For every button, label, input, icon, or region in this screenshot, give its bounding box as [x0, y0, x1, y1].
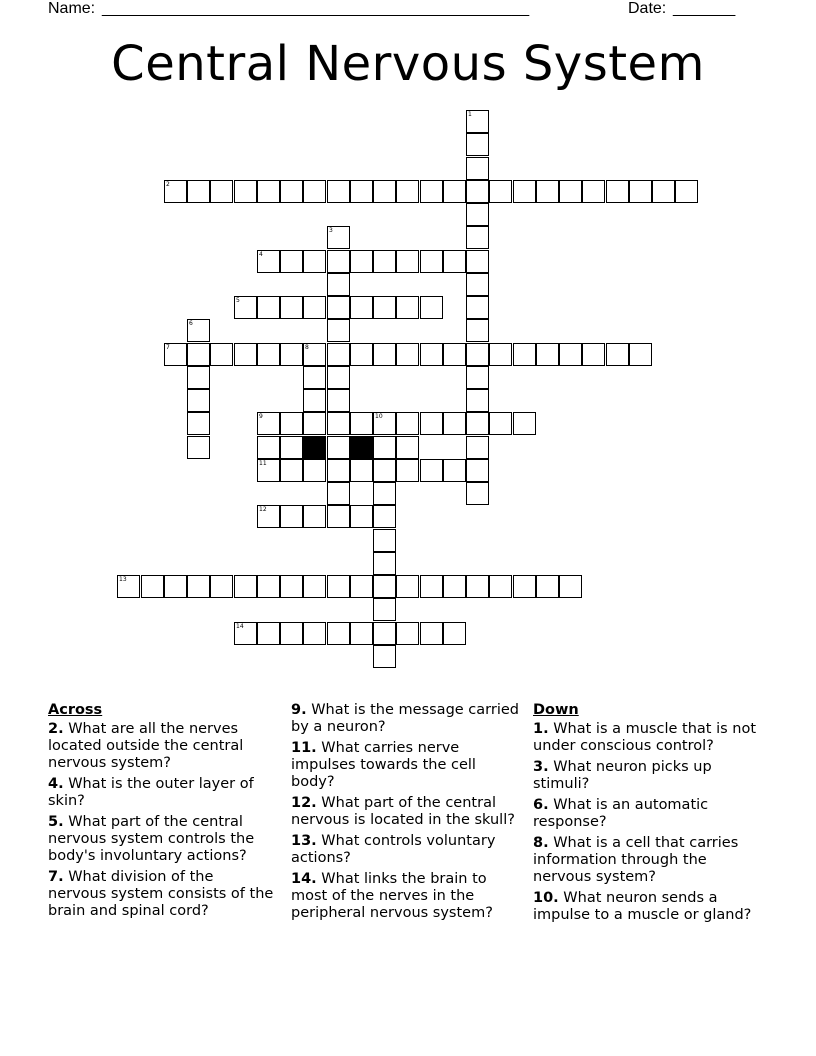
- grid-cell[interactable]: [187, 436, 210, 459]
- grid-cell[interactable]: [489, 575, 512, 598]
- clue-number: 4.: [48, 776, 64, 792]
- grid-cell[interactable]: [303, 412, 326, 435]
- grid-cell[interactable]: [443, 459, 466, 482]
- grid-cell[interactable]: [420, 459, 443, 482]
- grid-cell[interactable]: [350, 459, 373, 482]
- clue-across-14: [291, 871, 519, 922]
- grid-cell[interactable]: [420, 250, 443, 273]
- grid-cell[interactable]: [373, 622, 396, 645]
- grid-block-cell: [303, 436, 326, 459]
- grid-cell[interactable]: [327, 180, 350, 203]
- grid-cell[interactable]: [373, 598, 396, 621]
- clue-text: What is a muscle that is not under conscious control?: [533, 721, 757, 754]
- grid-cell[interactable]: [582, 180, 605, 203]
- across-clues-column-1: [48, 702, 276, 924]
- down-heading: Down: [533, 702, 579, 718]
- grid-cell[interactable]: [466, 575, 489, 598]
- clue-number: 6.: [533, 797, 549, 813]
- grid-cell[interactable]: [489, 343, 512, 366]
- grid-cell[interactable]: [280, 412, 303, 435]
- grid-cell[interactable]: [327, 366, 350, 389]
- grid-cell[interactable]: [466, 180, 489, 203]
- grid-cell[interactable]: [164, 180, 187, 203]
- grid-cell[interactable]: [466, 296, 489, 319]
- grid-cell[interactable]: [327, 343, 350, 366]
- grid-cell[interactable]: [164, 343, 187, 366]
- grid-cell[interactable]: [652, 180, 675, 203]
- grid-cell[interactable]: [466, 110, 489, 133]
- grid-cell[interactable]: [420, 343, 443, 366]
- grid-cell[interactable]: [443, 250, 466, 273]
- grid-cell[interactable]: [420, 296, 443, 319]
- grid-clue-number: 13: [119, 576, 127, 583]
- clue-across-11: [291, 740, 519, 791]
- grid-cell[interactable]: [280, 622, 303, 645]
- date-label: Date:: [628, 0, 667, 17]
- grid-cell[interactable]: [280, 575, 303, 598]
- grid-cell[interactable]: [420, 622, 443, 645]
- clue-text: What neuron picks up stimuli?: [533, 759, 712, 792]
- grid-cell[interactable]: [559, 343, 582, 366]
- grid-cell[interactable]: [513, 180, 536, 203]
- grid-cell[interactable]: [466, 226, 489, 249]
- grid-cell[interactable]: [257, 459, 280, 482]
- grid-clue-number: 4: [259, 251, 263, 258]
- grid-cell[interactable]: [396, 296, 419, 319]
- clue-down-8: [533, 835, 761, 886]
- grid-cell[interactable]: [280, 296, 303, 319]
- grid-cell[interactable]: [327, 505, 350, 528]
- grid-cell[interactable]: [257, 622, 280, 645]
- grid-cell[interactable]: [187, 412, 210, 435]
- grid-cell[interactable]: [396, 250, 419, 273]
- grid-cell[interactable]: [606, 180, 629, 203]
- grid-cell[interactable]: [606, 343, 629, 366]
- grid-cell[interactable]: [350, 250, 373, 273]
- clue-text: What neuron sends a impulse to a muscle or gland?: [533, 890, 752, 923]
- grid-clue-number: 3: [329, 227, 333, 234]
- grid-cell[interactable]: [257, 412, 280, 435]
- grid-cell[interactable]: [234, 575, 257, 598]
- grid-cell[interactable]: [303, 343, 326, 366]
- clue-across-2: [48, 721, 276, 772]
- name-label: Name:: [48, 0, 96, 17]
- grid-clue-number: 10: [375, 413, 383, 420]
- grid-cell[interactable]: [280, 459, 303, 482]
- clue-text: What part of the central nervous is located in the skull?: [291, 795, 515, 828]
- across-heading: Across: [48, 702, 103, 718]
- clue-number: 1.: [533, 721, 549, 737]
- page-title: Central Nervous System: [111, 36, 705, 92]
- grid-cell[interactable]: [373, 459, 396, 482]
- grid-cell[interactable]: [373, 296, 396, 319]
- clue-number: 10.: [533, 890, 559, 906]
- grid-clue-number: 1: [468, 111, 472, 118]
- grid-cell[interactable]: [396, 343, 419, 366]
- clue-number: 2.: [48, 721, 64, 737]
- grid-clue-number: 12: [259, 506, 267, 513]
- grid-cell[interactable]: [396, 459, 419, 482]
- grid-cell[interactable]: [303, 622, 326, 645]
- grid-cell[interactable]: [373, 436, 396, 459]
- grid-cell[interactable]: [303, 366, 326, 389]
- grid-clue-number: 9: [259, 413, 263, 420]
- grid-cell[interactable]: [396, 180, 419, 203]
- grid-clue-number: 2: [166, 181, 170, 188]
- grid-cell[interactable]: [629, 180, 652, 203]
- grid-cell[interactable]: [327, 389, 350, 412]
- grid-cell[interactable]: [350, 622, 373, 645]
- clue-text: What are all the nerves located outside the central nervous system?: [48, 721, 244, 771]
- clue-number: 8.: [533, 835, 549, 851]
- clue-text: What is the message carried by a neuron?: [291, 702, 519, 735]
- grid-cell[interactable]: [675, 180, 698, 203]
- grid-cell[interactable]: [373, 529, 396, 552]
- grid-cell[interactable]: [536, 575, 559, 598]
- name-field[interactable]: ________________________________________________: [102, 0, 530, 17]
- clue-across-13: [291, 833, 519, 867]
- grid-cell[interactable]: [559, 575, 582, 598]
- grid-cell[interactable]: [513, 412, 536, 435]
- clue-text: What is an automatic response?: [533, 797, 709, 830]
- grid-cell[interactable]: [466, 273, 489, 296]
- clue-across-4: [48, 776, 276, 810]
- grid-cell[interactable]: [257, 180, 280, 203]
- clue-across-9: [291, 702, 519, 736]
- grid-cell[interactable]: [280, 250, 303, 273]
- grid-cell[interactable]: [327, 296, 350, 319]
- grid-cell[interactable]: [443, 180, 466, 203]
- grid-cell[interactable]: [489, 180, 512, 203]
- grid-cell[interactable]: [559, 180, 582, 203]
- clue-text: What part of the central nervous system controls the body's involuntary actions?: [48, 814, 255, 864]
- grid-cell[interactable]: [187, 575, 210, 598]
- grid-cell[interactable]: [373, 343, 396, 366]
- clue-text: What controls voluntary actions?: [291, 833, 496, 866]
- grid-cell[interactable]: [396, 412, 419, 435]
- clue-number: 11.: [291, 740, 317, 756]
- clue-text: What links the brain to most of the nerves in the peripheral nervous system?: [291, 871, 493, 921]
- grid-cell[interactable]: [257, 436, 280, 459]
- clue-number: 14.: [291, 871, 317, 887]
- grid-cell[interactable]: [350, 575, 373, 598]
- grid-cell[interactable]: [536, 180, 559, 203]
- grid-cell[interactable]: [443, 575, 466, 598]
- clue-number: 5.: [48, 814, 64, 830]
- grid-cell[interactable]: [234, 622, 257, 645]
- grid-cell[interactable]: [373, 552, 396, 575]
- grid-cell[interactable]: [280, 436, 303, 459]
- grid-cell[interactable]: [466, 133, 489, 156]
- grid-cell[interactable]: [164, 575, 187, 598]
- grid-cell[interactable]: [234, 180, 257, 203]
- grid-cell[interactable]: [327, 436, 350, 459]
- grid-cell[interactable]: [234, 296, 257, 319]
- grid-cell[interactable]: [187, 389, 210, 412]
- grid-cell[interactable]: [303, 296, 326, 319]
- grid-cell[interactable]: [234, 343, 257, 366]
- grid-cell[interactable]: [466, 157, 489, 180]
- grid-cell[interactable]: [350, 343, 373, 366]
- grid-cell[interactable]: [210, 180, 233, 203]
- grid-cell[interactable]: [350, 296, 373, 319]
- grid-cell[interactable]: [466, 366, 489, 389]
- grid-cell[interactable]: [327, 412, 350, 435]
- grid-cell[interactable]: [210, 343, 233, 366]
- grid-cell[interactable]: [327, 575, 350, 598]
- clue-number: 7.: [48, 869, 64, 885]
- clue-number: 3.: [533, 759, 549, 775]
- grid-cell[interactable]: [466, 412, 489, 435]
- grid-cell[interactable]: [350, 180, 373, 203]
- grid-clue-number: 7: [166, 344, 170, 351]
- grid-cell[interactable]: [257, 250, 280, 273]
- clue-across-12: [291, 795, 519, 829]
- grid-cell[interactable]: [257, 296, 280, 319]
- grid-cell[interactable]: [513, 343, 536, 366]
- grid-cell[interactable]: [303, 575, 326, 598]
- grid-cell[interactable]: [466, 343, 489, 366]
- grid-cell[interactable]: [420, 412, 443, 435]
- grid-cell[interactable]: [327, 622, 350, 645]
- grid-cell[interactable]: [396, 622, 419, 645]
- grid-cell[interactable]: [536, 343, 559, 366]
- grid-cell[interactable]: [373, 250, 396, 273]
- grid-cell[interactable]: [373, 482, 396, 505]
- clue-text: What is the outer layer of skin?: [48, 776, 254, 809]
- grid-cell[interactable]: [327, 250, 350, 273]
- grid-cell[interactable]: [303, 459, 326, 482]
- date-field[interactable]: _______: [673, 0, 736, 17]
- grid-clue-number: 8: [305, 344, 309, 351]
- grid-cell[interactable]: [187, 319, 210, 342]
- grid-cell[interactable]: [210, 575, 233, 598]
- grid-cell[interactable]: [466, 459, 489, 482]
- grid-cell[interactable]: [187, 180, 210, 203]
- grid-cell[interactable]: [396, 436, 419, 459]
- grid-cell[interactable]: [373, 505, 396, 528]
- clue-text: What division of the nervous system consists of the brain and spinal cord?: [48, 869, 274, 919]
- grid-clue-number: 14: [236, 623, 244, 630]
- grid-block-cell: [350, 436, 373, 459]
- clue-number: 9.: [291, 702, 307, 718]
- grid-cell[interactable]: [303, 389, 326, 412]
- grid-cell[interactable]: [187, 366, 210, 389]
- grid-cell[interactable]: [489, 412, 512, 435]
- clue-number: 12.: [291, 795, 317, 811]
- grid-cell[interactable]: [350, 412, 373, 435]
- grid-cell[interactable]: [257, 575, 280, 598]
- clue-down-6: [533, 797, 761, 831]
- grid-cell[interactable]: [327, 319, 350, 342]
- grid-cell[interactable]: [327, 226, 350, 249]
- grid-cell[interactable]: [582, 343, 605, 366]
- grid-cell[interactable]: [396, 575, 419, 598]
- grid-cell[interactable]: [420, 180, 443, 203]
- grid-cell[interactable]: [373, 180, 396, 203]
- grid-clue-number: 5: [236, 297, 240, 304]
- grid-cell[interactable]: [117, 575, 140, 598]
- grid-cell[interactable]: [443, 343, 466, 366]
- grid-cell[interactable]: [327, 459, 350, 482]
- clue-across-5: [48, 814, 276, 865]
- clue-down-3: [533, 759, 761, 793]
- grid-cell[interactable]: [303, 180, 326, 203]
- grid-cell[interactable]: [280, 180, 303, 203]
- grid-cell[interactable]: [420, 575, 443, 598]
- grid-cell[interactable]: [373, 645, 396, 668]
- grid-cell[interactable]: [373, 575, 396, 598]
- grid-cell[interactable]: [141, 575, 164, 598]
- clue-text: What is a cell that carries information through the nervous system?: [533, 835, 739, 885]
- grid-cell[interactable]: [257, 343, 280, 366]
- clue-text: What carries nerve impulses towards the cell body?: [291, 740, 476, 790]
- grid-cell[interactable]: [466, 203, 489, 226]
- grid-cell[interactable]: [466, 250, 489, 273]
- grid-cell[interactable]: [629, 343, 652, 366]
- grid-cell[interactable]: [466, 389, 489, 412]
- grid-cell[interactable]: [466, 319, 489, 342]
- clue-down-1: [533, 721, 761, 755]
- clue-across-7: [48, 869, 276, 920]
- grid-cell[interactable]: [327, 482, 350, 505]
- grid-cell[interactable]: [303, 250, 326, 273]
- across-clues-column-2: [291, 702, 519, 926]
- grid-cell[interactable]: [443, 412, 466, 435]
- grid-clue-number: 11: [259, 460, 267, 467]
- grid-cell[interactable]: [303, 505, 326, 528]
- clue-down-10: [533, 890, 761, 924]
- grid-clue-number: 6: [189, 320, 193, 327]
- grid-cell[interactable]: [280, 343, 303, 366]
- clue-number: 13.: [291, 833, 317, 849]
- grid-cell[interactable]: [280, 505, 303, 528]
- down-clues-column: [533, 702, 761, 928]
- grid-cell[interactable]: [513, 575, 536, 598]
- grid-cell[interactable]: [350, 505, 373, 528]
- grid-cell[interactable]: [257, 505, 280, 528]
- grid-cell[interactable]: [443, 622, 466, 645]
- grid-cell[interactable]: [327, 273, 350, 296]
- grid-cell[interactable]: [187, 343, 210, 366]
- grid-cell[interactable]: [373, 412, 396, 435]
- grid-cell[interactable]: [466, 436, 489, 459]
- grid-cell[interactable]: [466, 482, 489, 505]
